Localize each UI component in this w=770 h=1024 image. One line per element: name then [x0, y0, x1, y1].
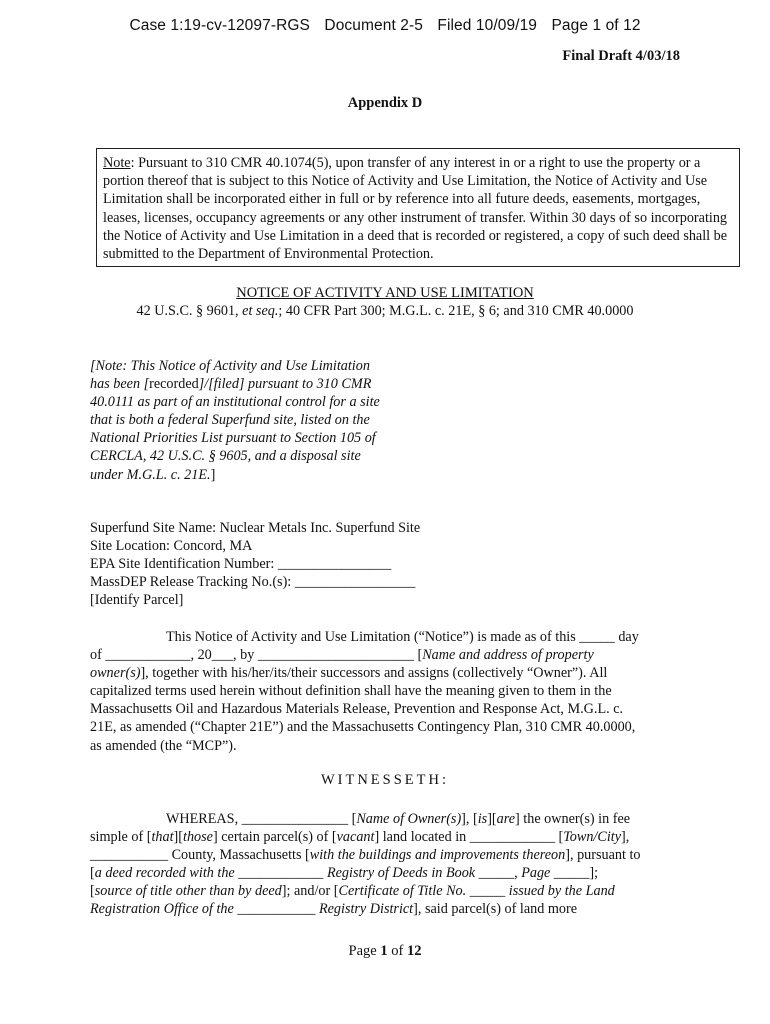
bracket-note-text: ]/[: [198, 376, 214, 393]
notice-subtitle-part: 42 U.S.C. § 9601,: [136, 303, 243, 319]
bracket-note-filed: filed: [213, 376, 239, 393]
case-number: Case 1:19-cv-12097-RGS: [129, 17, 310, 34]
page-count: Page 1 of 12: [551, 17, 641, 34]
paragraph-text: ],: [621, 829, 630, 846]
whereas-paragraph: [90, 810, 690, 919]
paragraph-line: capitalized terms used herein without definition shall have the meaning given to them in the: [90, 683, 612, 700]
paragraph-line: [90, 810, 690, 828]
paragraph-text: This Notice of Activity and Use Limitation (“Notice”) is made as of this _____ day: [166, 629, 639, 645]
paragraph-italic: with the buildings and improvements thereon: [309, 847, 566, 864]
document-number: Document 2-5: [324, 17, 423, 34]
paragraph-text: ][: [487, 811, 497, 827]
paragraph-text: ] the owner(s) in fee: [515, 811, 631, 827]
paragraph-italic: are: [496, 811, 516, 827]
site-name: Superfund Site Name: Nuclear Metals Inc. Superfund Site: [90, 520, 421, 536]
paragraph-line: [90, 664, 686, 682]
paragraph-italic: Certificate of Title No. _____ issued by the Land: [338, 883, 615, 900]
paragraph-italic: owner(s): [90, 665, 141, 682]
note-label: Note: [103, 155, 131, 171]
paragraph-text: ], pursuant to: [565, 847, 641, 864]
site-info: [90, 519, 690, 609]
paragraph-text: ], said parcel(s) of land more: [413, 901, 578, 918]
site-location: Site Location: Concord, MA: [90, 538, 253, 555]
paragraph-text: [: [90, 883, 95, 900]
paragraph-italic: is: [477, 811, 488, 827]
paragraph-text: [: [90, 865, 95, 882]
paragraph-line: 21E, as amended (“Chapter 21E”) and the Massachusetts Contingency Plan, 310 CMR 40.0000,: [90, 719, 636, 736]
paragraph-text: ] certain parcel(s) of [: [212, 829, 337, 846]
paragraph-line: [90, 828, 690, 846]
court-filing-header: [0, 17, 770, 35]
paragraph-text: of ____________, 20___, by ______________________ [: [90, 647, 423, 664]
bracket-note-recorded: recorded: [149, 376, 199, 393]
massdep-tracking: MassDEP Release Tracking No.(s): _________________: [90, 574, 416, 591]
paragraph-line: [90, 900, 690, 918]
paragraph-line: Massachusetts Oil and Hazardous Materials Release, Prevention and Response Act, M.G.L. c.: [90, 701, 624, 718]
notice-title-text: NOTICE OF ACTIVITY AND USE LIMITATION: [236, 285, 534, 301]
appendix-title: Appendix D: [347, 95, 423, 111]
paragraph-line: [90, 846, 690, 864]
note-box: [96, 148, 740, 267]
notice-subtitle-italic: et seq.: [242, 303, 279, 319]
paragraph-italic: Town/City: [563, 829, 622, 846]
paragraph-text: WHEREAS, _______________ [: [166, 811, 357, 827]
identify-parcel: [Identify Parcel]: [90, 592, 184, 609]
bracket-note-close: ]: [210, 466, 216, 483]
filed-date: Filed 10/09/19: [437, 17, 538, 34]
paragraph-text: ] land located in ____________ [: [374, 829, 564, 846]
paragraph-italic: Name and address of property: [422, 647, 594, 664]
note-text: : Pursuant to 310 CMR 40.1074(5), upon transfer of any interest in or a right to use the property or a portion thereof that is subject to this Notice of Activity and Use Limitation, the Notice of Activity and Use Limitation shall be incorporated either in full or by reference into all future deeds, easements, mortgages, leases, licenses, occupancy agreements or any other instrument of transfer. Within 30 days of so incorporating the Notice of Activity and Use Limitation in a deed that is recorded or registered, a copy of such deed shall be submitted to the Department of Environmental Protection.: [103, 155, 728, 263]
paragraph-text: ][: [173, 829, 183, 846]
paragraph-line: [90, 646, 686, 664]
footer-current-page: 1: [380, 943, 388, 959]
witnesseth-heading: WITNESSETH:: [320, 772, 450, 788]
paragraph-text: ];: [589, 865, 599, 882]
notice-paragraph: [90, 628, 686, 755]
footer-text: Page: [348, 943, 381, 959]
paragraph-italic: source of title other than by deed: [94, 883, 282, 900]
bracket-note-text: ] pursuant to 310 CMR 40.0111 as part of an institutional control for a site that is both a federal Superfund site, listed on the National Priorities List pursuant to Section 105 of CERCLA, 42 U.S.C. § 9605, and a disposal site under M.G.L. c. 21E.: [90, 376, 380, 483]
paragraph-italic: vacant: [336, 829, 375, 846]
epa-site-id: EPA Site Identification Number: ________________: [90, 556, 392, 573]
paragraph-italic: a deed recorded with the ____________ Registry of Deeds in Book _____, Page _____: [94, 865, 590, 882]
bracket-note: [90, 357, 380, 484]
notice-title: [0, 285, 770, 302]
notice-subtitle-part: ; 40 CFR Part 300; M.G.L. c. 21E, § 6; and 310 CMR 40.0000: [278, 303, 634, 319]
paragraph-text: ]; and/or [: [281, 883, 339, 900]
paragraph-line: [90, 882, 690, 900]
bracket-note-text: [Note: This Notice of Activity and Use Limitation has been [: [90, 358, 370, 393]
paragraph-line: [90, 864, 690, 882]
paragraph-italic: Registration Office of the ___________ Registry District: [90, 901, 414, 918]
paragraph-line: [90, 628, 686, 646]
paragraph-italic: Name of Owner(s): [356, 811, 462, 827]
paragraph-line: as amended (the “MCP”).: [90, 737, 237, 754]
page-footer: [0, 943, 770, 960]
final-draft-label: Final Draft 4/03/18: [562, 48, 680, 64]
paragraph-italic: that: [151, 829, 174, 846]
footer-text: of: [387, 943, 407, 959]
footer-total-pages: 12: [406, 943, 422, 959]
paragraph-text: ], together with his/her/its/their successors and assigns (collectively “Owner”). All: [140, 665, 608, 682]
notice-subtitle: [0, 303, 770, 320]
paragraph-text: ], [: [461, 811, 478, 827]
paragraph-text: simple of [: [90, 829, 152, 846]
paragraph-text: ___________ County, Massachusetts [: [90, 847, 310, 864]
paragraph-italic: those: [183, 829, 213, 846]
